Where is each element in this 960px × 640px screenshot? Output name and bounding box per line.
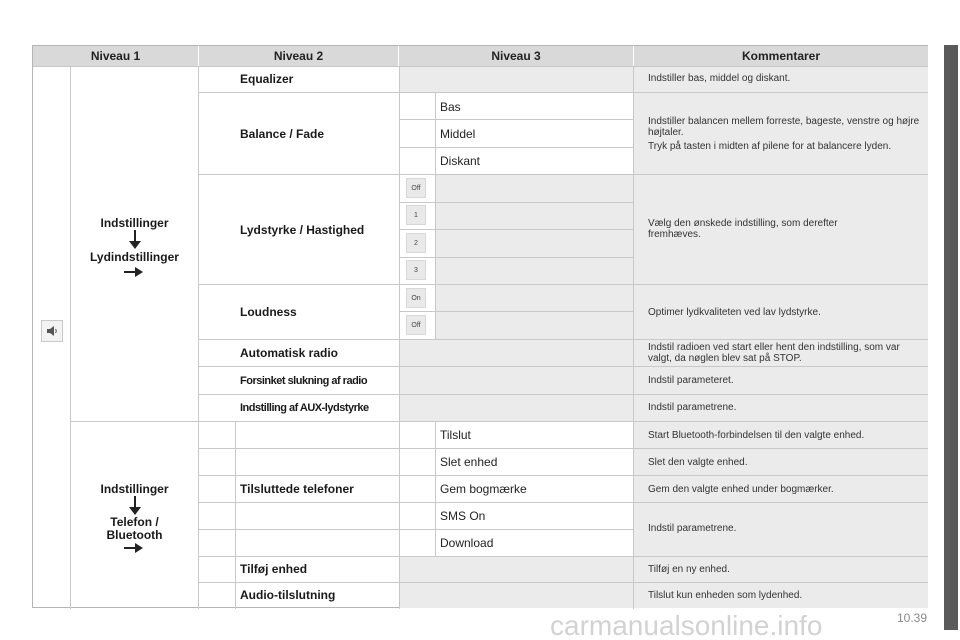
balance-option: Bas — [440, 100, 461, 114]
phone-option: Download — [440, 536, 494, 550]
phone-comment: Start Bluetooth-forbindelsen til den valgte enhed. — [648, 430, 865, 441]
header-niveau-2: Niveau 2 — [199, 46, 398, 66]
volume-label: Lydstyrke / Hastighed — [240, 223, 365, 237]
connected-phones-label: Tilsluttede telefoner — [240, 482, 354, 496]
group-title: Indstillinger — [100, 216, 169, 230]
off-badge: Off — [406, 178, 426, 198]
header-niveau-1: Niveau 1 — [33, 46, 198, 66]
arrow-right-icon — [124, 543, 144, 553]
arrow-down-icon — [128, 230, 142, 250]
settings-table — [32, 45, 928, 608]
loudness-comment: Optimer lydkvaliteten ved lav lydstyrke. — [648, 307, 821, 318]
audio-settings-icon — [41, 320, 63, 342]
group-subtitle: Lydindstillinger — [90, 250, 179, 264]
phone-comment: Slet den valgte enhed. — [648, 457, 748, 468]
group-title: Indstillinger — [100, 482, 169, 496]
auto-radio-label: Automatisk radio — [240, 346, 339, 360]
aux-volume-label: Indstilling af AUX-lydstyrke — [240, 402, 369, 414]
audio-connect-comment: Tilslut kun enheden som lydenhed. — [648, 590, 803, 601]
level-badge: 2 — [406, 233, 426, 253]
page-side-bar — [944, 45, 958, 630]
level-badge: 3 — [406, 260, 426, 280]
watermark: carmanualsonline.info — [550, 610, 823, 640]
audio-connect-label: Audio-tilslutning — [240, 588, 336, 602]
balance-comment: Tryk på tasten i midten af pilene for at balancere lyden. — [648, 141, 892, 152]
arrow-right-icon — [124, 267, 144, 277]
balance-comment: Indstiller balancen mellem forreste, bageste, venstre og højre højtaler. — [648, 116, 920, 138]
auto-radio-comment: Indstil radioen ved start eller hent den indstilling, som var valgt, da nøglen blev sat på STOP. — [648, 342, 900, 364]
delayed-off-label: Forsinket slukning af radio — [240, 375, 368, 387]
header-niveau-3: Niveau 3 — [399, 46, 633, 66]
add-device-label: Tilføj enhed — [240, 562, 308, 576]
off-badge: Off — [406, 315, 426, 335]
add-device-comment: Tilføj en ny enhed. — [648, 564, 730, 575]
phone-comment: Indstil parametrene. — [648, 523, 737, 534]
balance-label: Balance / Fade — [240, 127, 325, 141]
phone-comment: Gem den valgte enhed under bogmærker. — [648, 484, 834, 495]
level-badge: 1 — [406, 205, 426, 225]
arrow-down-icon — [128, 496, 142, 516]
delayed-off-comment: Indstil parameteret. — [648, 375, 734, 386]
phone-option: Gem bogmærke — [440, 482, 527, 496]
on-badge: On — [406, 288, 426, 308]
volume-comment: Vælg den ønskede indstilling, som derefter fremhæves. — [648, 218, 838, 240]
equalizer-label: Equalizer — [240, 72, 294, 86]
page-number: 10.39 — [897, 611, 928, 625]
balance-option: Middel — [440, 127, 476, 141]
equalizer-comment: Indstiller bas, middel og diskant. — [648, 73, 791, 84]
aux-volume-comment: Indstil parametrene. — [648, 402, 737, 413]
balance-option: Diskant — [440, 154, 481, 168]
phone-option: Slet enhed — [440, 455, 498, 469]
header-kommentarer: Kommentarer — [634, 46, 928, 66]
phone-option: SMS On — [440, 509, 486, 523]
phone-option: Tilslut — [440, 428, 471, 442]
loudness-label: Loudness — [240, 305, 297, 319]
group-subtitle: Telefon / Bluetooth — [106, 515, 163, 542]
